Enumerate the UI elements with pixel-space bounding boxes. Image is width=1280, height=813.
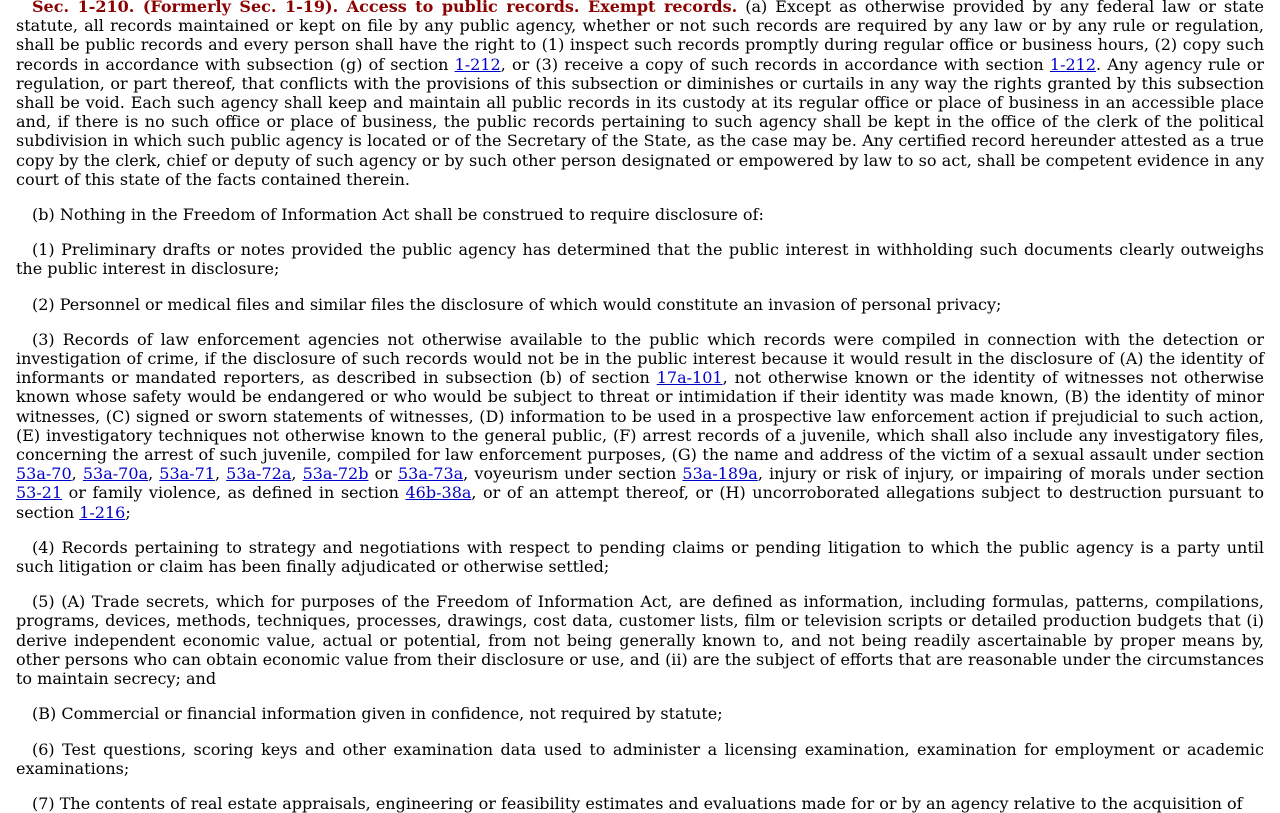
link-section-53-21[interactable]: 53-21 <box>16 483 63 503</box>
section-paragraph-a <box>16 0 1264 189</box>
separator: or <box>368 464 398 484</box>
exemption-item-6: (6) Test questions, scoring keys and other examination data used to administer a licensing examination, examination for employment or academic examinations; <box>16 739 1264 778</box>
item-3-text: , injury or risk of injury, or impairing of morals under section <box>757 464 1265 484</box>
exemption-item-7: (7) The contents of real estate appraisals, engineering or feasibility estimates and evaluations made for or by an agency relative to the acquisition of <box>32 793 1243 813</box>
link-section-1-212[interactable]: 1-212 <box>454 54 501 74</box>
exemption-item-4: (4) Records pertaining to strategy and negotiations with respect to pending claims or pending litigation to which the public agency is a party until such litigation or claim has been finally adjudicated or otherwise settled; <box>16 537 1264 577</box>
exemption-item-1: (1) Preliminary drafts or notes provided the public agency has determined that the public interest in withholding such documents clearly outweighs the public interest in disclosure; <box>16 240 1264 279</box>
item-3-text: , voyeurism under section <box>463 464 683 484</box>
link-section-1-216[interactable]: 1-216 <box>79 502 126 522</box>
link-section-53a-71[interactable]: 53a-71 <box>159 464 215 484</box>
link-section-1-212[interactable]: 1-212 <box>1049 54 1097 74</box>
item-3-text: or family violence, as defined in section <box>62 483 406 503</box>
link-section-46b-38a[interactable]: 46b-38a <box>405 483 472 503</box>
exemption-item-3 <box>16 330 1264 522</box>
exemption-item-5b: (B) Commercial or financial information given in confidence, not required by statute; <box>32 704 723 724</box>
paragraph-a-text: , or (3) receive a copy of such records in accordance with section <box>500 54 1050 74</box>
separator: , <box>71 464 83 484</box>
item-3-text: ; <box>125 502 131 522</box>
paragraph-a-text: . Any agency rule or regulation, or part thereof, that conflicts with the provisions of this subsection or diminishes or curtails in any way the rights granted by this subsection shall be void. Each such agency shall keep and maintain all public records in its custody at its regular office or place of business in an accessible place and, if there is no such office or place of business, the public records pertaining to such agency shall be kept in the office of the clerk of the political subdivision in which such public agency is located or of the Secretary of the State, as the case may be. Any certified record hereunder attested as a true copy by the clerk, chief or deputy of such agency or by such other person designated or empowered by law to so act, shall be competent evidence in any court of this state of the facts contained therein. <box>16 54 1265 189</box>
link-section-53a-70a[interactable]: 53a-70a <box>82 464 149 484</box>
item-3-text: (3) Records of law enforcement agencies not otherwise available to the public which records were compiled in connection with the detection or investigation of crime, if the disclosure of such records would not be in the public interest because it would result in the disclosure of (A) the identity of informants or mandated reporters, as described in subsection (b) of section <box>16 329 1264 388</box>
item-3-text: , not otherwise known or the identity of witnesses not otherwise known whose safety would be endangered or who would be subject to threat or intimidation if their identity was made known, (B) the identity of minor witnesses, (C) signed or sworn statements of witnesses, (D) information to be used in a prospective law enforcement action if prejudicial to such action, (E) investigatory techniques not otherwise known to the general public, (F) arrest records of a juvenile, which shall also include any investigatory files, concerning the arrest of such juvenile, compiled for law enforcement purposes, (G) the name and address of the victim of a sexual assault under section <box>16 368 1264 465</box>
item-3-text: , or of an attempt thereof, or (H) uncorroborated allegations subject to destruction pursuant to section <box>16 483 1265 522</box>
separator: , <box>291 464 303 484</box>
link-section-53a-72a[interactable]: 53a-72a <box>226 464 292 484</box>
link-section-17a-101[interactable]: 17a-101 <box>656 368 723 388</box>
paragraph-a-text: (a) Except as otherwise provided by any federal law or state statute, all records maintained or kept on file by any public agency, whether or not such records are required by any law or by any rule or regulation, shall be public records and every person shall have the right to (1) inspect such records promptly during regular office or business hours, (2) copy such records in accordance with subsection (g) of section <box>16 0 1264 74</box>
exemption-item-2: (2) Personnel or medical files and similar files the disclosure of which would constitute an invasion of personal privacy; <box>32 294 1002 314</box>
link-section-53a-72b[interactable]: 53a-72b <box>302 464 369 484</box>
exemption-item-5a: (5) (A) Trade secrets, which for purposes of the Freedom of Information Act, are defined as information, including formulas, patterns, compilations, programs, devices, methods, techniques, processes, drawings, cost data, customer lists, film or television scripts or detailed production budgets that (i) derive independent economic value, actual or potential, from not being generally known to, and not being readily ascertainable by proper means by, other persons who can obtain economic value from their disclosure or use, and (ii) are the subject of efforts that are reasonable under the circumstances to maintain secrecy; and <box>16 592 1264 689</box>
separator: , <box>148 464 160 484</box>
subsection-b-intro: (b) Nothing in the Freedom of Information Act shall be construed to require disclosure of: <box>32 205 764 225</box>
section-heading: Sec. 1-210. (Formerly Sec. 1-19). Access to public records. Exempt records. <box>32 0 738 16</box>
link-section-53a-70[interactable]: 53a-70 <box>16 464 72 484</box>
link-section-53a-189a[interactable]: 53a-189a <box>682 464 758 484</box>
separator: , <box>214 464 227 484</box>
link-section-53a-73a[interactable]: 53a-73a <box>397 464 464 484</box>
